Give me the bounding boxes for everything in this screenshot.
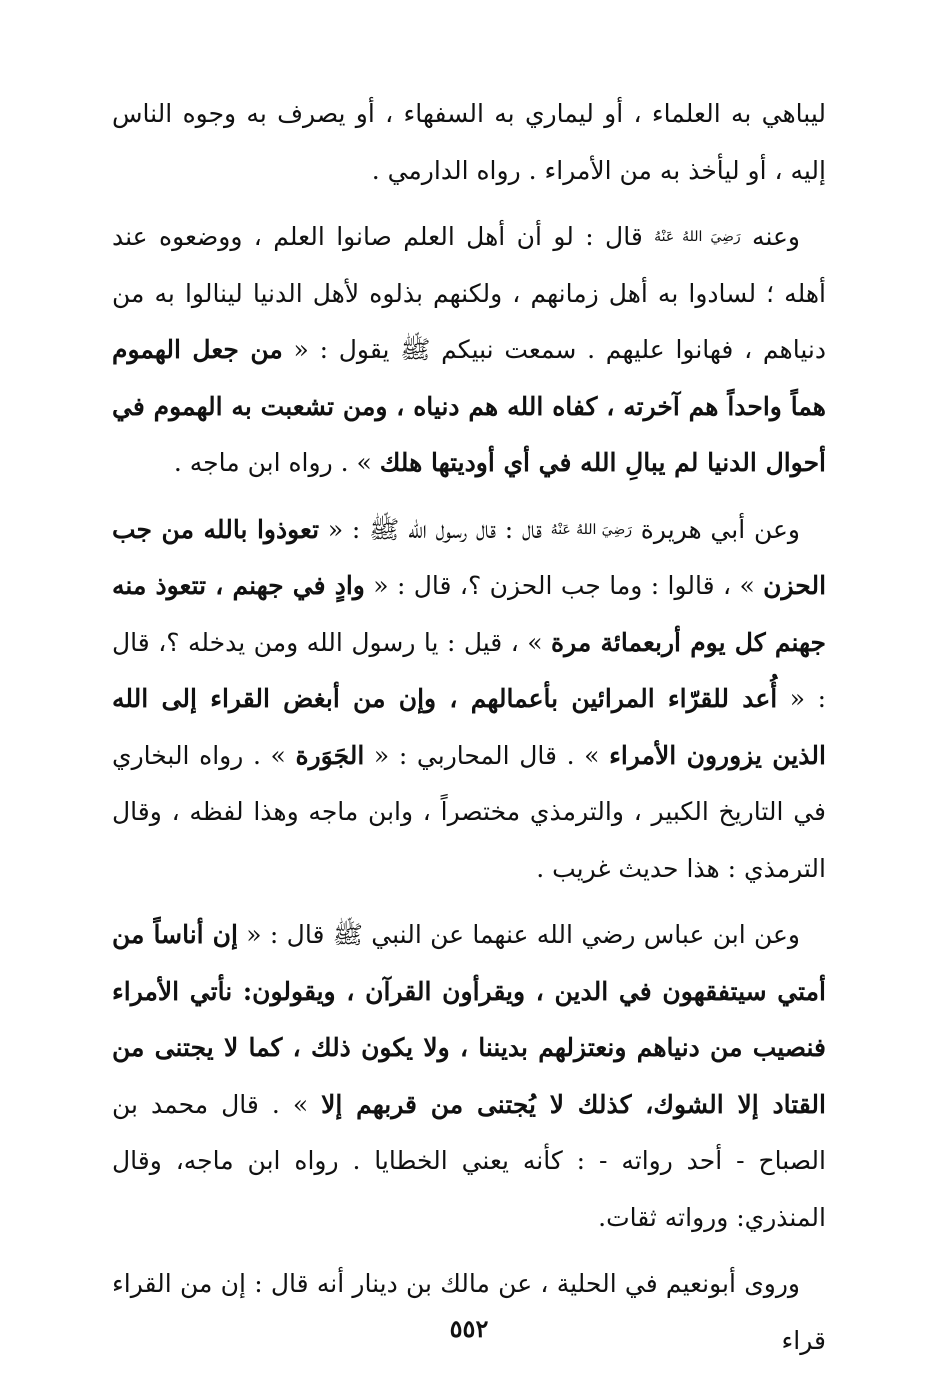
hadith-quote: إن أناساً من أمتي سيتفقهون في الدين ، ويقرأون القرآن ، ويقولون: نأتي الأمراء فنصيب من دنياهم ونعتزلهم بديننا ، ولا يكون ذلك ، كما لا يجتنى من القتاد إلا الشوك، كذلك لا يُجتنى من قربهم إلا: [112, 920, 826, 1119]
body-text: وعن ابن عباس رضي الله عنهما عن النبي ﷺ قال : «: [237, 920, 800, 949]
page-number: ٥٥٢: [449, 1314, 489, 1343]
body-text: وعن أبي هريرة: [632, 514, 800, 544]
paragraph: [112, 1256, 826, 1369]
hadith-quote: تعوذوا بالله من جب الحزن: [112, 514, 827, 600]
body-text: » ، قالوا : وما جب الحزن ؟، قال : «: [364, 571, 764, 600]
body-text: ليباهي به العلماء ، أو ليماري به السفهاء ، أو يصرف به وجوه الناس إليه ، أو ليأخذ به من الأمراء . رواه الدارمي .: [112, 99, 826, 185]
body-text: » . رواه ابن ماجه .: [173, 448, 380, 477]
body-text: » . رواه البخاري في التاريخ الكبير ، والترمذي مختصراً ، وابن ماجه وهذا لفظه ، وقال الترمذي : هذا حديث غريب .: [112, 740, 826, 883]
hadith-quote: وادٍ في جهنم ، تتعوذ منه جهنم كل يوم أربعمائة مرة: [112, 571, 826, 657]
hadith-quote: أُعد للقرّاء المرائين بأعمالهم ، وإن من أبغض القراء إلى الله الذين يزورون الأمراء: [112, 684, 826, 770]
paragraph: [112, 86, 826, 199]
body-text: قال : قال رسول الله ﷺ : «: [319, 514, 551, 544]
paragraph: [112, 907, 826, 1246]
page-text-block: [112, 86, 826, 1379]
hadith-quote: الجَوَرة: [295, 740, 365, 770]
body-text: وروى أبونعيم في الحلية ، عن مالك بن دينار أنه قال : إن من القراء قراء: [112, 1269, 826, 1355]
honorific-text: رَضِيَ اللهُ عَنْهُ: [550, 521, 632, 538]
honorific-text: رَضِيَ اللهُ عَنْهُ: [654, 229, 741, 245]
hadith-quote: من جعل الهموم هماً واحداً هم آخرته ، كفاه الله هم دنياه ، ومن تشعبت به الهموم في أحوال الدنيا لم يبالِ الله في أي أوديتها هلك: [112, 335, 826, 477]
paragraph: [112, 502, 826, 898]
body-text: قال : لو أن أهل العلم صانوا العلم ، ووضعوه عند أهله ؛ لسادوا به أهل زمانهم ، ولكنهم بذلوه لأهل الدنيا لينالوا به من دنياهم ، فهانوا عليهم . سمعت نبيكم ﷺ يقول : «: [112, 222, 826, 364]
body-text: » . قال محمد بن الصباح - أحد رواته - : كأنه يعني الخطايا . رواه ابن ماجه، وقال المنذري: ورواته ثقات.: [112, 1089, 826, 1232]
body-text: » ، قيل : يا رسول الله ومن يدخله ؟، قال : «: [112, 627, 826, 713]
paragraph: [112, 209, 826, 492]
body-text: » . قال المحاربي : «: [364, 740, 610, 770]
body-text: وعنه: [740, 222, 800, 251]
